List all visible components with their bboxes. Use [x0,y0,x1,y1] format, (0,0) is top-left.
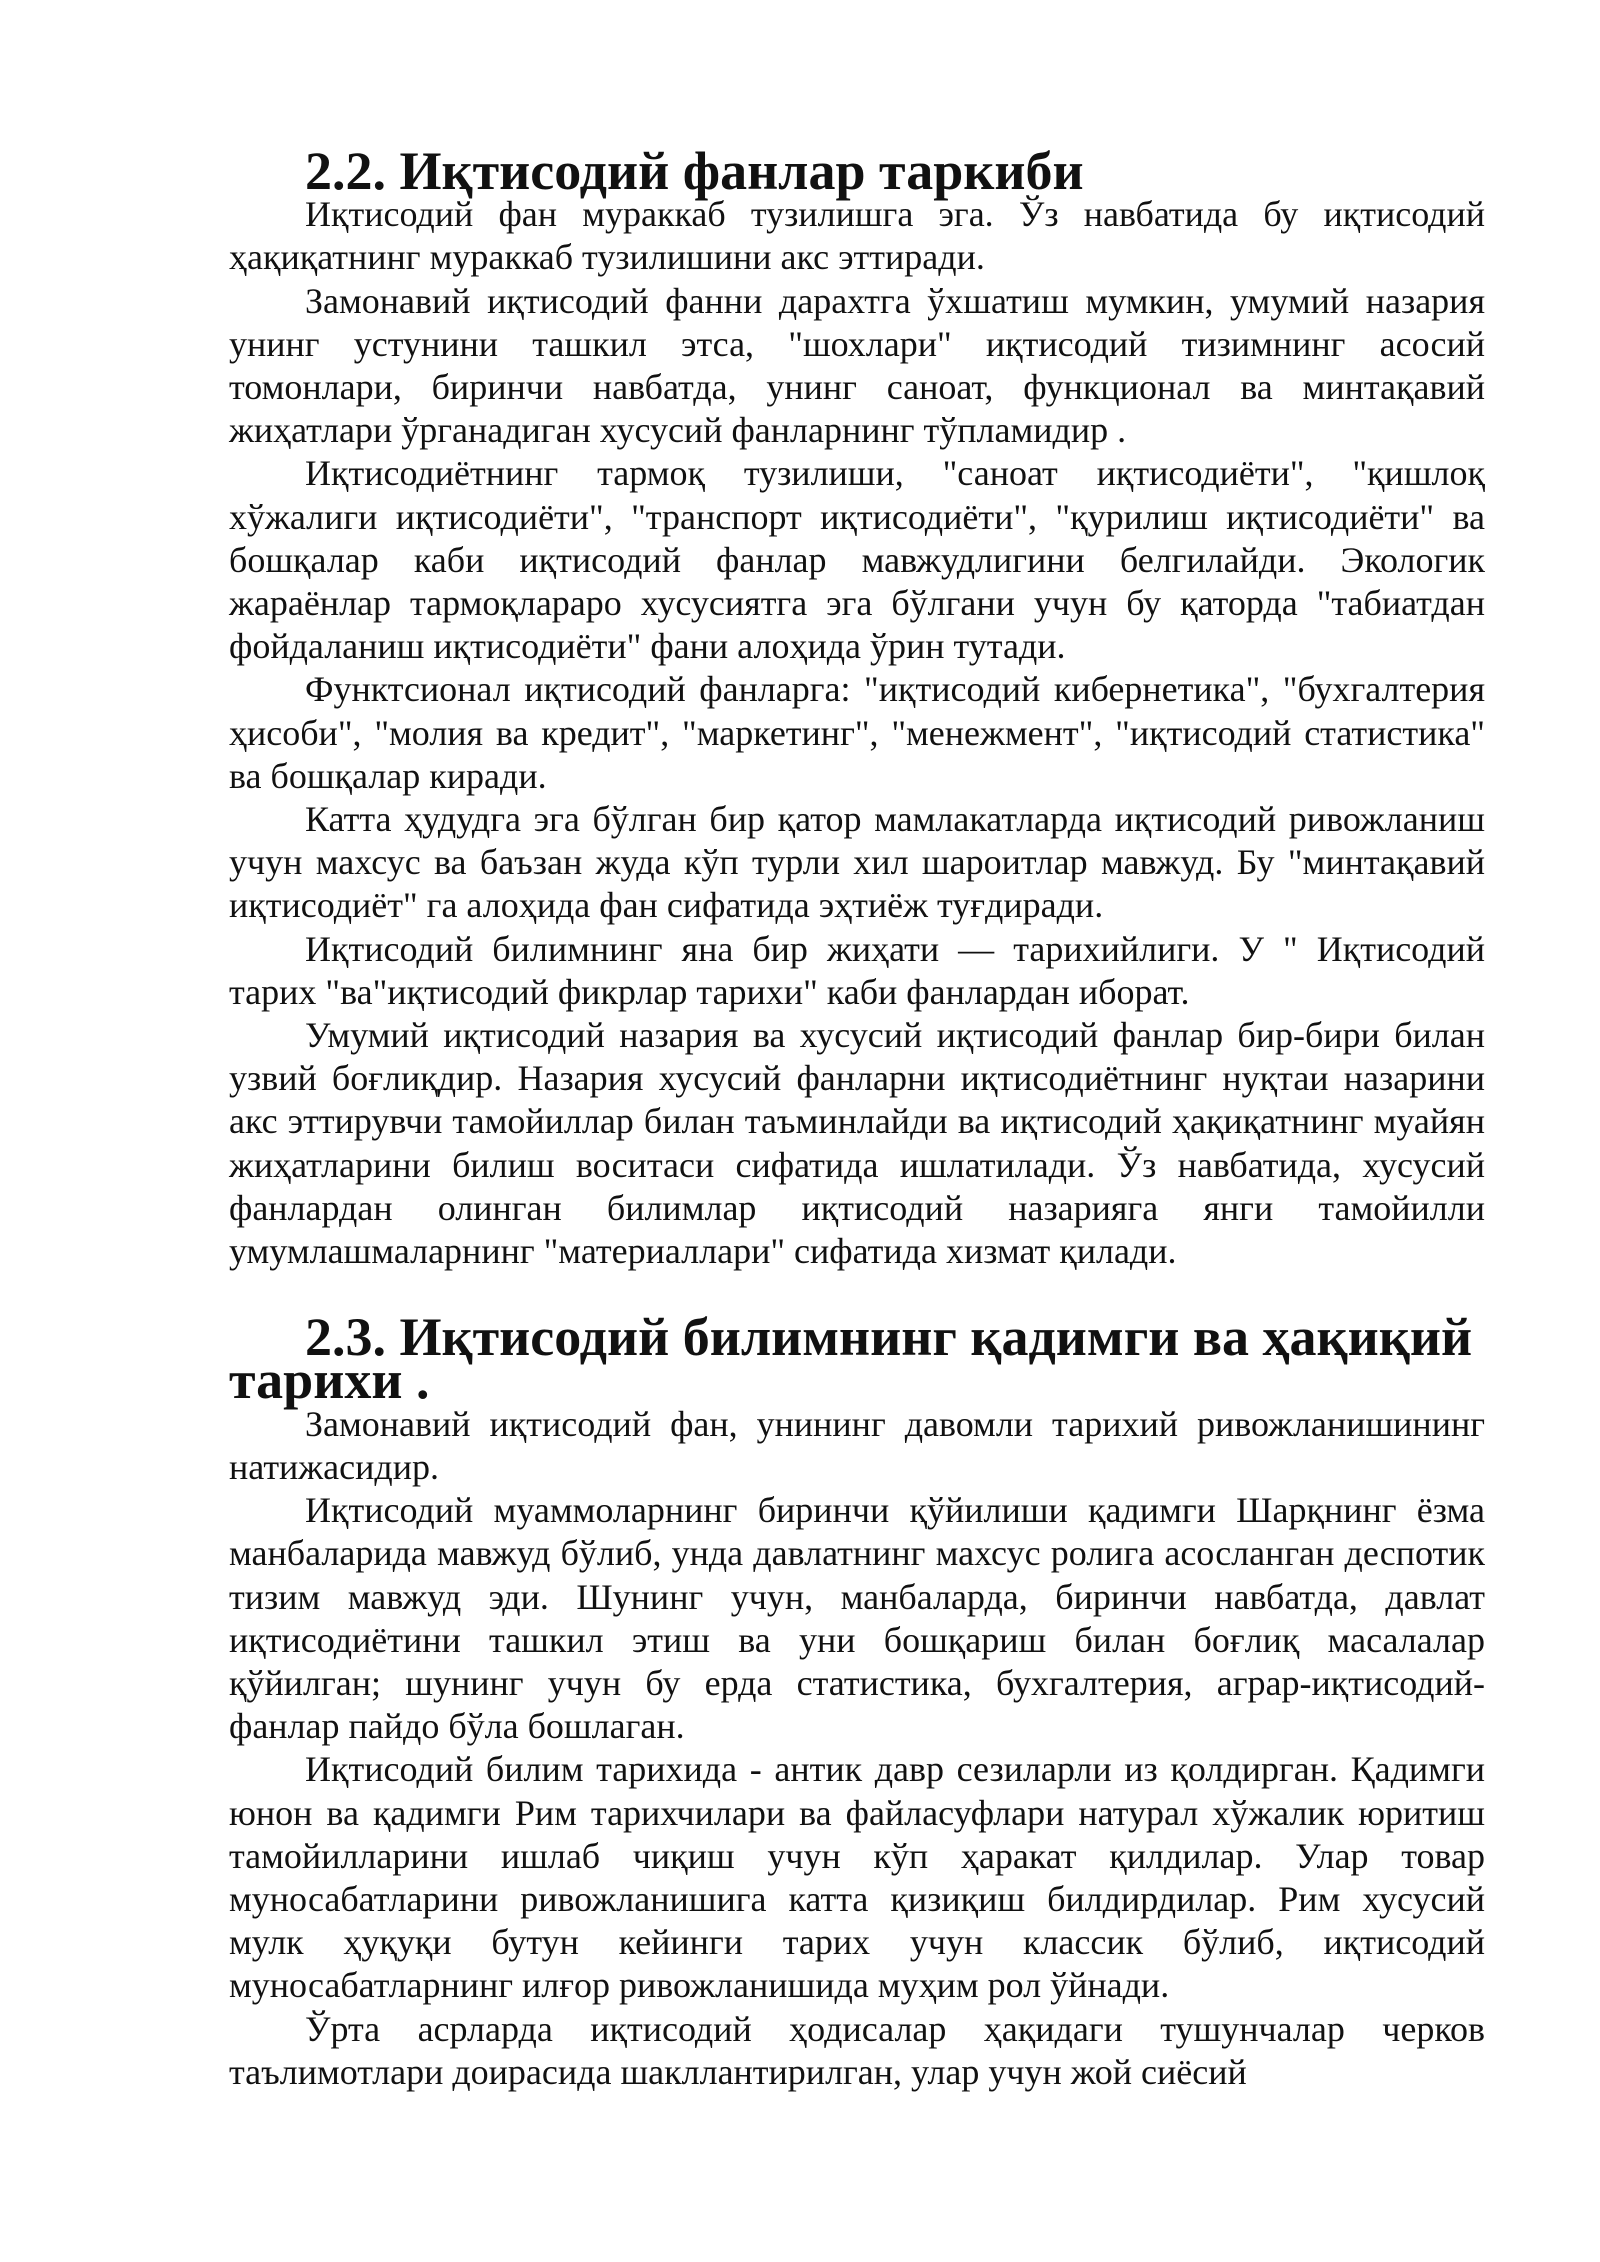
paragraph: Умумий иқтисодий назария ва хусусий иқтисодий фанлар бир-бири билан узвий боғлиқдир. Назария хусусий фанларни иқтисодиётнинг нуқтаи назарини акс эттирувчи тамойиллар билан таъминлайди ва иқтисодий ҳақиқатнинг муайян жиҳатларини билиш воситаси сифатида ишлатилади. Ўз навбатида, хусусий фанлардан олинган билимлар иқтисодий назарияга янги тамойилли умумлашмаларнинг "материаллари" сифатида хизмат қилади. [229,1015,1485,1272]
paragraph: Иқтисодий билим тарихида - антик давр сезиларли из қолдирган. Қадимги юнон ва қадимги Рим тарихчилари ва файласуфлари натурал хўжалик юритиш тамойилларини ишлаб чиқиш учун кўп ҳаракат қилдилар. Улар товар муносабатларини ривожланишига катта қизиқиш билдирдилар. Рим хусусий мулк ҳуқуқи бутун кейинги тарих учун классик бўлиб, иқтисодий муносабатларнинг илғор ривожланишида муҳим рол ўйнади. [229,1749,1485,2006]
document-page [229,141,1485,2094]
paragraph: Замонавий иқтисодий фанни дарахтга ўхшатиш мумкин, умумий назария унинг устунини ташкил этса, "шохлари" иқтисодий тизимнинг асосий томонлари, биринчи навбатда, унинг саноат, функционал ва минтақавий жиҳатлари ўрганадиган хусусий фанларнинг тўпламидир . [229,280,1485,451]
paragraph: Замонавий иқтисодий фан, унининг давомли тарихий ривожланишининг натижасидир. [229,1403,1485,1487]
section-heading: 2.2. Иқтисодий фанлар таркиби [305,141,1084,201]
paragraph: Катта ҳудудга эга бўлган бир қатор мамлакатларда иқтисодий ривожланиш учун махсус ва баъзан жуда кўп турли хил шароитлар мавжуд. Бу "минтақавий иқтисодиёт" га алоҳида фан сифатида эҳтиёж туғдиради. [229,799,1485,926]
paragraph: Ўрта асрларда иқтисодий ҳодисалар ҳақидаги тушунчалар черков таълимотлари доирасида шакллантирилган, улар учун жой сиёсий [229,2008,1485,2092]
section-heading: 2.3. Иқтисодий билимнинг қадимги ва ҳақиқий тарихи . [229,1307,1473,1411]
paragraph: Иқтисодий фан мураккаб тузилишга эга. Ўз навбатида бу иқтисодий ҳақиқатнинг мураккаб тузилишини акс эттиради. [229,194,1485,278]
paragraph: Иқтисодий билимнинг яна бир жиҳати — тарихийлиги. У " Иқтисодий тарих "ва"иқтисодий фикрлар тарихи" каби фанлардан иборат. [229,928,1485,1012]
paragraph: Функтсионал иқтисодий фанларга: "иқтисодий кибернетика", "бухгалтерия ҳисоби", "молия ва кредит", "маркетинг", "менежмент", "иқтисодий статистика" ва бошқалар киради. [229,669,1485,796]
paragraph: Иқтисодий муаммоларнинг биринчи қўйилиши қадимги Шарқнинг ёзма манбаларида мавжуд бўлиб, унда давлатнинг махсус ролига асосланган деспотик тизим мавжуд эди. Шунинг учун, манбаларда, биринчи навбатда, давлат иқтисодиётини ташкил этиш ва уни бошқариш билан боғлиқ масалалар қўйилган; шунинг учун бу ерда статистика, бухгалтерия, аграр-иқтисодий- фанлар пайдо бўла бошлаган. [229,1490,1485,1747]
paragraph: Иқтисодиётнинг тармоқ тузилиши, "саноат иқтисодиёти", "қишлоқ хўжалиги иқтисодиёти", "транспорт иқтисодиёти", "қурилиш иқтисодиёти" ва бошқалар каби иқтисодий фанлар мавжудлигини белгилайди. Экологик жараёнлар тармоқлараро хусусиятга эга бўлгани учун бу қаторда "табиатдан фойдаланиш иқтисодиёти" фани алоҳида ўрин тутади. [229,453,1485,667]
